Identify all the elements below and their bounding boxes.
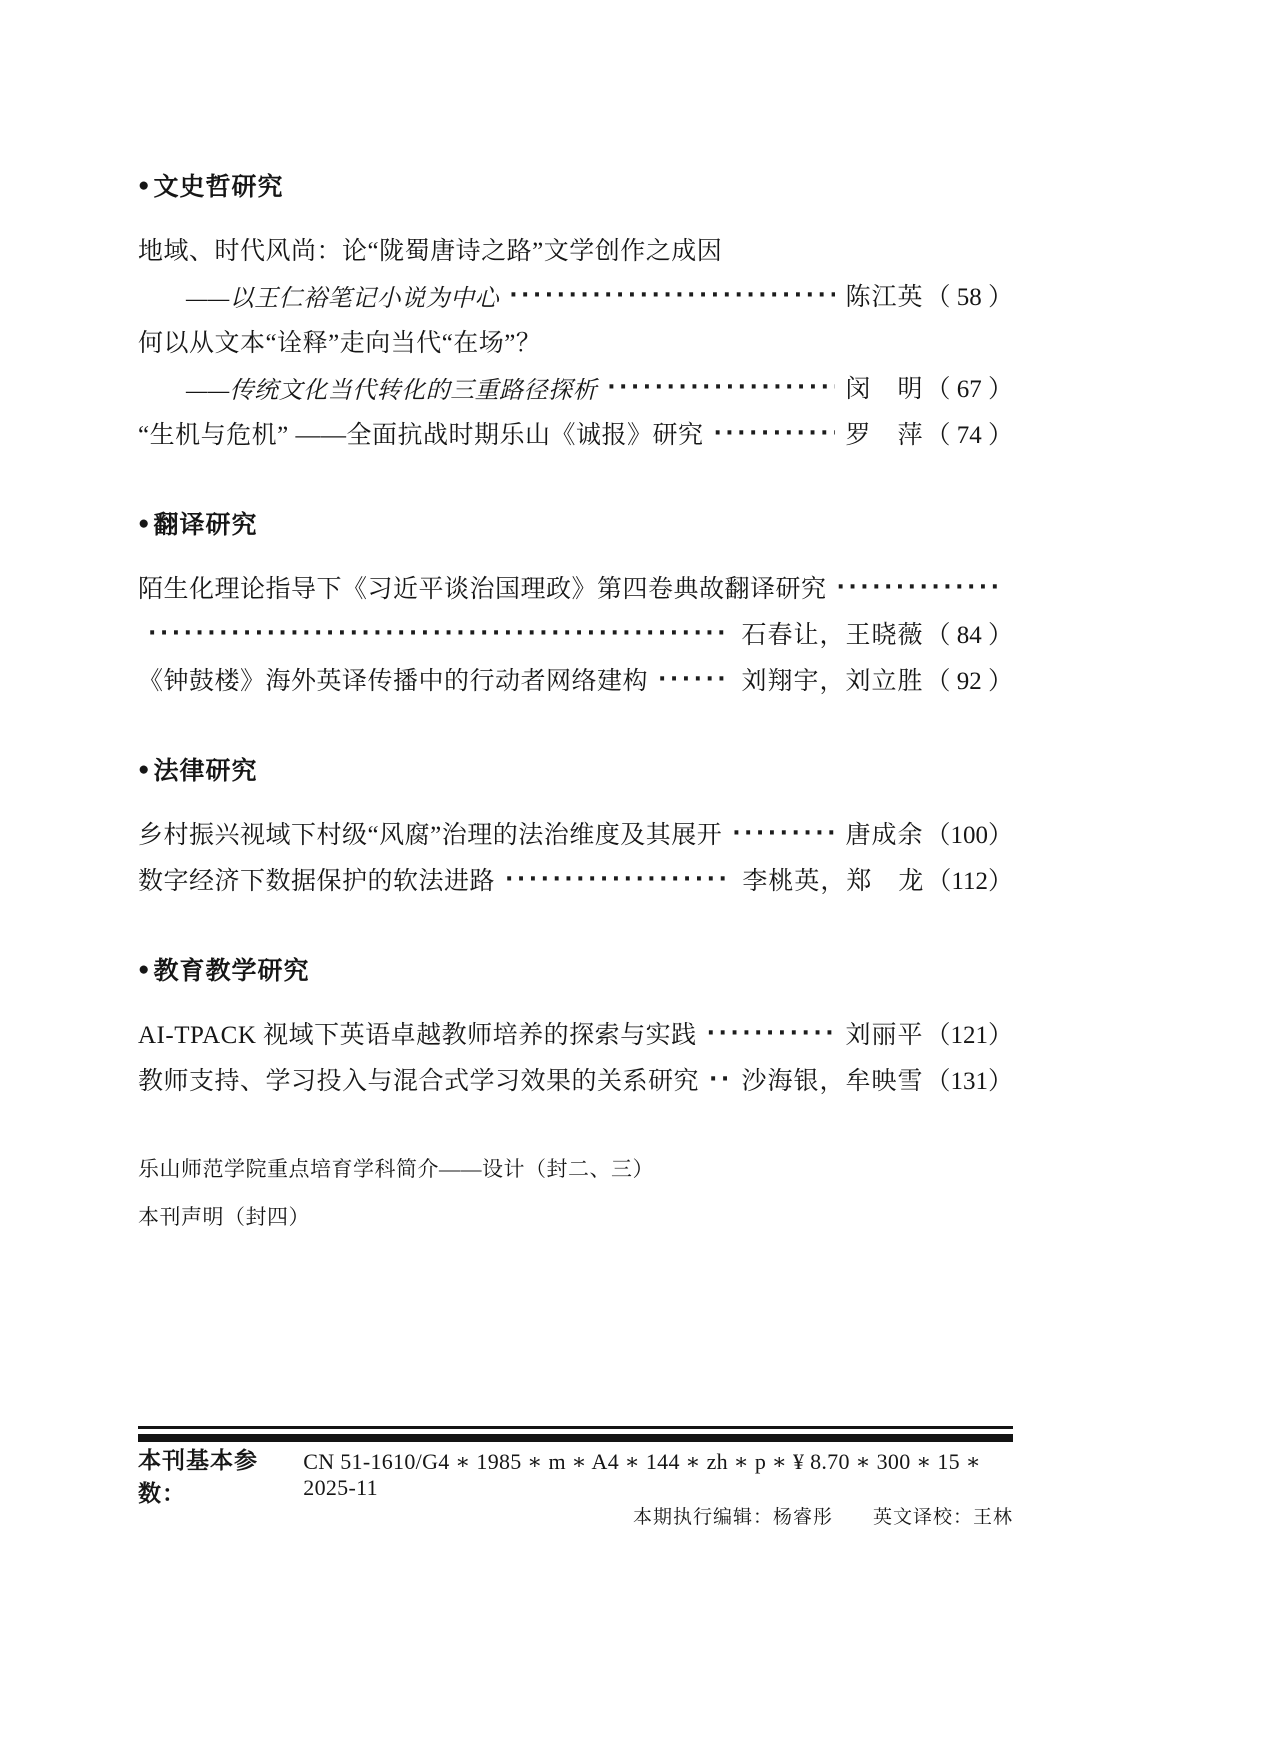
- entry-title: 数字经济下数据保护的软法进路: [138, 868, 496, 895]
- journal-parameters-label: 本刊基本参数：: [138, 1447, 258, 1506]
- dot-leader: [837, 573, 1003, 601]
- section-education-teaching: [138, 954, 1013, 1102]
- entry-title: 陌生化理论指导下《习近平谈治国理政》第四卷典故翻译研究: [138, 576, 827, 603]
- entry-page-number: （112）: [926, 868, 1013, 895]
- section-heading-label: 教育教学研究: [153, 957, 310, 985]
- toc-entry-line: [138, 856, 1013, 902]
- entry-authors: 罗 萍: [845, 422, 924, 449]
- cover-note-line: 乐山师范学院重点培育学科简介——设计（封二、三）: [138, 1157, 654, 1181]
- toc-entry-line: [138, 410, 1013, 456]
- dot-leader: [505, 865, 732, 893]
- entry-subtitle: ——以王仁裕笔记小说为中心: [186, 285, 500, 312]
- toc-entry-line: [138, 610, 1013, 656]
- entry-title: 乡村振兴视域下村级“风腐”治理的法治维度及其展开: [138, 822, 723, 849]
- dot-leader: [732, 819, 835, 847]
- toc-page: [138, 0, 1013, 1528]
- entry-page-number: （100）: [925, 822, 1013, 849]
- issue-editors: 本期执行编辑：杨睿彤 英文译校：王林: [632, 1506, 1013, 1528]
- toc-entry-line: [138, 564, 1013, 610]
- entry-authors: 刘翔宇，刘立胜: [741, 668, 924, 695]
- section-heading-label: 法律研究: [153, 757, 258, 785]
- dot-leader: [658, 665, 731, 693]
- entry-authors: 闵 明: [845, 376, 924, 403]
- section-literature-history-philosophy: [138, 170, 1013, 456]
- toc-entry-line: [138, 1056, 1013, 1102]
- journal-parameters-value: CN 51-1610/G4 ∗ 1985 ∗ m ∗ A4 ∗ 144 ∗ zh ∗ p ∗ ¥ 8.70 ∗ 300 ∗ 15 ∗ 2025-11: [303, 1449, 982, 1500]
- dot-leader: [709, 1065, 731, 1093]
- section-bullet-icon: ●: [138, 512, 151, 534]
- toc-entry-line: [138, 318, 1013, 364]
- dot-leader: [713, 419, 835, 447]
- section-bullet-icon: ●: [138, 174, 151, 196]
- section-rows: [138, 564, 1013, 702]
- rule-thick-line: [138, 1434, 1013, 1442]
- section-bullet-icon: ●: [138, 758, 151, 780]
- entry-authors: 陈江英: [845, 284, 924, 311]
- dot-leader: [509, 281, 835, 309]
- entry-authors: 刘丽平: [845, 1022, 924, 1049]
- toc-entry-line: [138, 810, 1013, 856]
- toc-entry-line: [138, 656, 1013, 702]
- section-heading: [138, 508, 1013, 538]
- entry-page-number: （ 92 ）: [925, 668, 1013, 695]
- entry-page-number: （ 74 ）: [925, 422, 1013, 449]
- entry-page-number: （ 58 ）: [925, 284, 1013, 311]
- entry-page-number: （131）: [925, 1068, 1013, 1095]
- entry-page-number: （121）: [925, 1022, 1013, 1049]
- entry-authors: 李桃英，郑 龙: [742, 868, 925, 895]
- entry-authors: 沙海银，牟映雪: [741, 1068, 924, 1095]
- section-legal-studies: [138, 754, 1013, 902]
- entry-page-number: （ 84 ）: [925, 622, 1013, 649]
- section-heading: [138, 954, 1013, 984]
- cover-notes: [138, 1144, 1013, 1240]
- section-heading-label: 翻译研究: [153, 511, 258, 539]
- entry-title: 地域、时代风尚：论“陇蜀唐诗之路”文学创作之成因: [138, 238, 723, 265]
- toc-entry-line: [138, 226, 1013, 272]
- section-heading-label: 文史哲研究: [153, 173, 284, 201]
- section-heading: [138, 754, 1013, 784]
- entry-title: 《钟鼓楼》海外英译传播中的行动者网络建构: [138, 668, 649, 695]
- section-bullet-icon: ●: [138, 958, 151, 980]
- entry-title: 何以从文本“诠释”走向当代“在场”？: [138, 330, 542, 357]
- double-rule: [138, 1426, 1013, 1442]
- toc-entry-line: [138, 364, 1013, 410]
- entry-subtitle: ——传统文化当代转化的三重路径探析: [186, 377, 598, 404]
- journal-parameters: [138, 1447, 1013, 1506]
- section-rows: [138, 1010, 1013, 1102]
- section-rows: [138, 226, 1013, 456]
- dot-leader: [148, 619, 731, 647]
- toc-entry-line: [138, 1010, 1013, 1056]
- dot-leader: [607, 373, 835, 401]
- entry-page-number: （ 67 ）: [925, 376, 1013, 403]
- entry-title: “生机与危机” ——全面抗战时期乐山《诚报》研究: [138, 422, 704, 449]
- section-translation-studies: [138, 508, 1013, 702]
- entry-authors: 唐成余: [845, 822, 924, 849]
- cover-note-line: 本刊声明（封四）: [138, 1205, 310, 1229]
- entry-title: 教师支持、学习投入与混合式学习效果的关系研究: [138, 1068, 700, 1095]
- section-heading: [138, 170, 1013, 200]
- section-rows: [138, 810, 1013, 902]
- entry-authors: 石春让，王晓薇: [741, 622, 924, 649]
- toc-entry-line: [138, 272, 1013, 318]
- dot-leader: [707, 1019, 836, 1047]
- entry-title: AI-TPACK 视域下英语卓越教师培养的探索与实践: [138, 1022, 697, 1049]
